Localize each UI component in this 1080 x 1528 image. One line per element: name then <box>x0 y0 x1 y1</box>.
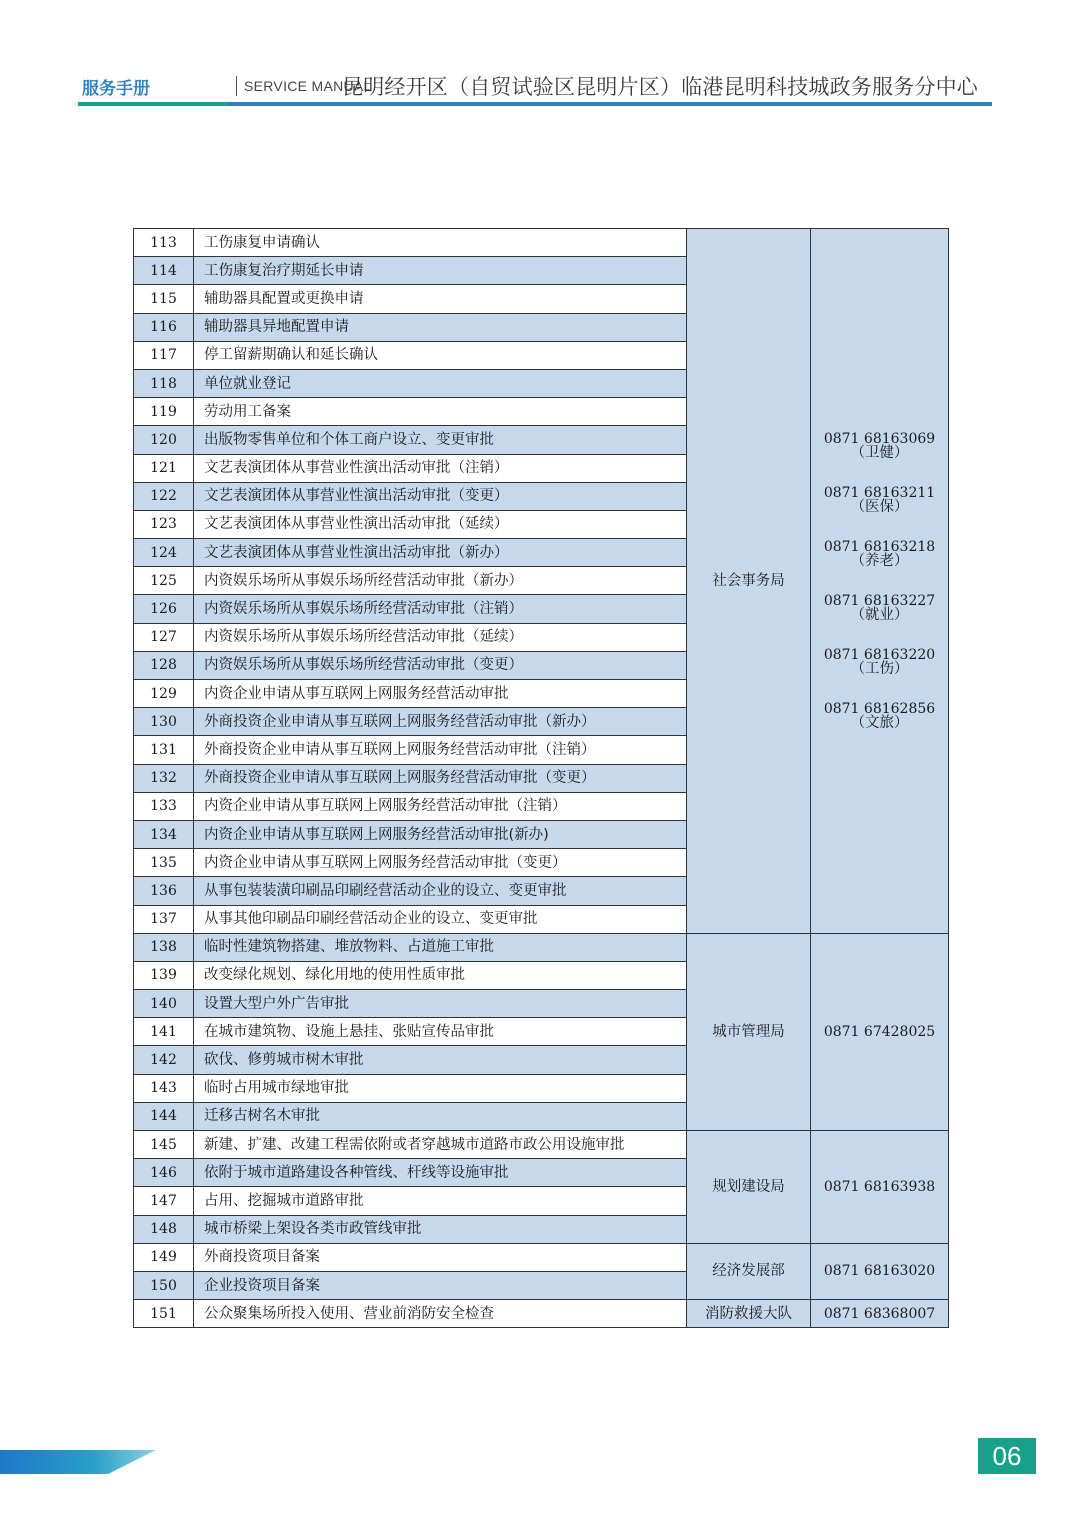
service-item: 停工留薪期确认和延长确认 <box>194 341 687 369</box>
manual-title-en: SERVICE MANUAL <box>244 78 372 94</box>
department-phones <box>811 229 949 934</box>
phone-label: （工伤） <box>850 660 909 677</box>
department-phones <box>811 1243 949 1299</box>
service-item: 内资企业申请从事互联网上网服务经营活动审批(新办) <box>194 820 687 848</box>
table-row <box>134 229 949 257</box>
phone-number: 0871 68163227 <box>823 592 936 609</box>
department-phones <box>811 1131 949 1244</box>
table-row <box>134 1131 949 1159</box>
service-item: 文艺表演团体从事营业性演出活动审批（新办） <box>194 539 687 567</box>
service-item: 文艺表演团体从事营业性演出活动审批（延续） <box>194 510 687 538</box>
manual-title-zh: 服务手册 <box>82 79 150 99</box>
row-number: 116 <box>134 313 194 341</box>
row-number: 148 <box>134 1215 194 1243</box>
service-item: 从事包装装潢印刷品印刷经营活动企业的设立、变更审批 <box>194 877 687 905</box>
service-item: 内资娱乐场所从事娱乐场所经营活动审批（变更） <box>194 651 687 679</box>
phone-label: （养老） <box>850 552 909 569</box>
phone-entry <box>811 1264 948 1278</box>
service-item: 工伤康复治疗期延长申请 <box>194 257 687 285</box>
row-number: 149 <box>134 1243 194 1271</box>
row-number: 128 <box>134 651 194 679</box>
service-item: 文艺表演团体从事营业性演出活动审批（注销） <box>194 454 687 482</box>
row-number: 147 <box>134 1187 194 1215</box>
phone-number: 0871 68163069 <box>823 430 936 447</box>
service-item: 外商投资企业申请从事互联网上网服务经营活动审批（注销） <box>194 736 687 764</box>
row-number: 150 <box>134 1271 194 1299</box>
table-row <box>134 1300 949 1328</box>
row-number: 115 <box>134 285 194 313</box>
service-item: 内资娱乐场所从事娱乐场所经营活动审批（延续） <box>194 623 687 651</box>
service-item: 内资企业申请从事互联网上网服务经营活动审批（注销） <box>194 792 687 820</box>
row-number: 114 <box>134 257 194 285</box>
row-number: 131 <box>134 736 194 764</box>
phone-label: （就业） <box>850 606 909 623</box>
service-item: 企业投资项目备案 <box>194 1271 687 1299</box>
service-item: 砍伐、修剪城市树木审批 <box>194 1046 687 1074</box>
service-item: 依附于城市道路建设各种管线、杆线等设施审批 <box>194 1159 687 1187</box>
phone-entry <box>811 702 948 730</box>
department-name: 城市管理局 <box>687 933 811 1130</box>
service-table-body <box>134 229 949 1328</box>
table-row <box>134 1243 949 1271</box>
phone-number: 0871 68162856 <box>823 700 936 717</box>
service-item: 劳动用工备案 <box>194 398 687 426</box>
phone-number: 0871 68163938 <box>823 1178 936 1195</box>
phone-number: 0871 68163211 <box>823 484 936 501</box>
phone-number: 0871 68368007 <box>823 1305 936 1322</box>
service-item: 内资娱乐场所从事娱乐场所经营活动审批（新办） <box>194 567 687 595</box>
phone-entry <box>811 1180 948 1194</box>
row-number: 140 <box>134 990 194 1018</box>
department-phones <box>811 933 949 1130</box>
phone-entry <box>811 1307 948 1321</box>
phone-label: （医保） <box>850 498 909 515</box>
row-number: 151 <box>134 1300 194 1328</box>
department-name: 经济发展部 <box>687 1243 811 1299</box>
phone-entry <box>811 594 948 622</box>
service-item: 公众聚集场所投入使用、营业前消防安全检查 <box>194 1300 687 1328</box>
row-number: 141 <box>134 1018 194 1046</box>
service-item: 出版物零售单位和个体工商户设立、变更审批 <box>194 426 687 454</box>
page-header <box>80 70 992 104</box>
phone-label: （卫健） <box>850 444 909 461</box>
phone-entry <box>811 1025 948 1039</box>
phone-number: 0871 68163220 <box>823 646 936 663</box>
row-number: 118 <box>134 369 194 397</box>
phone-entry <box>811 432 948 460</box>
service-item: 工伤康复申请确认 <box>194 229 687 257</box>
service-item: 内资企业申请从事互联网上网服务经营活动审批 <box>194 680 687 708</box>
row-number: 113 <box>134 229 194 257</box>
service-item: 临时占用城市绿地审批 <box>194 1074 687 1102</box>
header-rule-green <box>78 102 228 106</box>
row-number: 126 <box>134 595 194 623</box>
header-separator <box>236 76 237 96</box>
row-number: 142 <box>134 1046 194 1074</box>
service-item: 外商投资企业申请从事互联网上网服务经营活动审批（新办） <box>194 708 687 736</box>
phone-entry <box>811 540 948 568</box>
phone-number: 0871 67428025 <box>823 1023 936 1040</box>
page-number: 06 <box>978 1438 1036 1474</box>
service-item: 单位就业登记 <box>194 369 687 397</box>
phone-label: （文旅） <box>850 714 909 731</box>
row-number: 134 <box>134 820 194 848</box>
row-number: 146 <box>134 1159 194 1187</box>
service-item: 文艺表演团体从事营业性演出活动审批（变更） <box>194 482 687 510</box>
service-item: 外商投资项目备案 <box>194 1243 687 1271</box>
row-number: 144 <box>134 1102 194 1130</box>
row-number: 138 <box>134 933 194 961</box>
service-item: 临时性建筑物搭建、堆放物料、占道施工审批 <box>194 933 687 961</box>
service-item: 在城市建筑物、设施上悬挂、张贴宣传品审批 <box>194 1018 687 1046</box>
department-name: 社会事务局 <box>687 229 811 934</box>
service-item: 辅助器具配置或更换申请 <box>194 285 687 313</box>
row-number: 139 <box>134 961 194 989</box>
footer-stripe-decoration <box>0 1450 156 1474</box>
service-item: 设置大型户外广告审批 <box>194 990 687 1018</box>
row-number: 117 <box>134 341 194 369</box>
department-name: 消防救援大队 <box>687 1300 811 1328</box>
row-number: 130 <box>134 708 194 736</box>
phone-number: 0871 68163020 <box>823 1263 936 1280</box>
row-number: 135 <box>134 849 194 877</box>
service-item: 从事其他印刷品印刷经营活动企业的设立、变更审批 <box>194 905 687 933</box>
service-table <box>133 228 949 1328</box>
row-number: 121 <box>134 454 194 482</box>
service-item: 占用、挖掘城市道路审批 <box>194 1187 687 1215</box>
service-item: 新建、扩建、改建工程需依附或者穿越城市道路市政公用设施审批 <box>194 1131 687 1159</box>
header-rule-blue <box>228 102 992 106</box>
row-number: 143 <box>134 1074 194 1102</box>
center-title: 昆明经开区（自贸试验区昆明片区）临港昆明科技城政务服务分中心 <box>342 75 978 99</box>
row-number: 119 <box>134 398 194 426</box>
phone-entry <box>811 486 948 514</box>
service-item: 城市桥梁上架设各类市政管线审批 <box>194 1215 687 1243</box>
row-number: 133 <box>134 792 194 820</box>
department-name: 规划建设局 <box>687 1131 811 1244</box>
row-number: 145 <box>134 1131 194 1159</box>
row-number: 125 <box>134 567 194 595</box>
department-phones <box>811 1300 949 1328</box>
row-number: 132 <box>134 764 194 792</box>
service-item: 外商投资企业申请从事互联网上网服务经营活动审批（变更） <box>194 764 687 792</box>
row-number: 129 <box>134 680 194 708</box>
service-item: 迁移古树名木审批 <box>194 1102 687 1130</box>
row-number: 136 <box>134 877 194 905</box>
service-item: 改变绿化规划、绿化用地的使用性质审批 <box>194 961 687 989</box>
row-number: 122 <box>134 482 194 510</box>
row-number: 137 <box>134 905 194 933</box>
row-number: 123 <box>134 510 194 538</box>
table-row <box>134 933 949 961</box>
service-item: 内资娱乐场所从事娱乐场所经营活动审批（注销） <box>194 595 687 623</box>
phone-number: 0871 68163218 <box>823 538 936 555</box>
phone-entry <box>811 648 948 676</box>
service-item: 内资企业申请从事互联网上网服务经营活动审批（变更） <box>194 849 687 877</box>
service-item: 辅助器具异地配置申请 <box>194 313 687 341</box>
row-number: 124 <box>134 539 194 567</box>
row-number: 120 <box>134 426 194 454</box>
row-number: 127 <box>134 623 194 651</box>
